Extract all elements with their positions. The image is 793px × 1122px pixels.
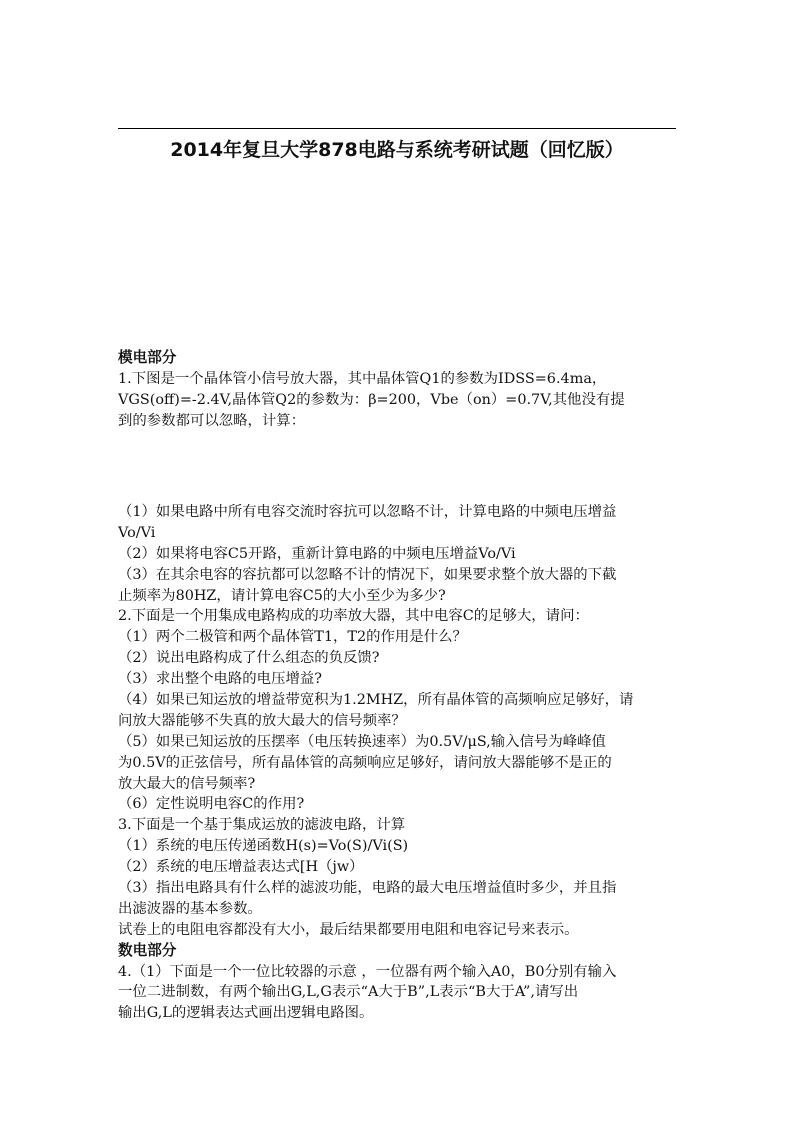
analog-intro xyxy=(118,348,676,432)
q4-line: 4.（1）下面是一个一位比较器的示意 ，一位器有两个输入A0，B0分别有输入 xyxy=(118,963,617,980)
q2-line: （3）求出整个电路的电压增益? xyxy=(118,671,322,688)
q3-line: 试卷上的电阻电容都没有大小，最后结果都要用电阻和电容记号来表示。 xyxy=(118,921,579,938)
q3-line: 出滤波器的基本参数。 xyxy=(118,900,262,917)
q2-line: （4）如果已知运放的增益带宽积为1.2MHZ，所有晶体管的高频响应足够好，请 xyxy=(118,692,634,709)
q2-line: （2）说出电路构成了什么组态的负反馈? xyxy=(118,650,380,667)
q1-sub-line: （3）在其余电容的容抗都可以忽略不计的情况下，如果要求整个放大器的下截 xyxy=(118,566,617,583)
q1-sub-line: 止频率为80HZ，请计算电容C5的大小至少为多少? xyxy=(118,587,446,604)
q2-line: （5）如果已知运放的压摆率（电压转换速率）为0.5V/μS,输入信号为峰峰值 xyxy=(118,733,606,750)
q1-line: 到的参数都可以忽略，计算： xyxy=(118,412,306,429)
q2-line: （1）两个二极管和两个晶体管T1，T2的作用是什么？ xyxy=(118,629,467,646)
q2-line: （6）定性说明电容C的作用? xyxy=(118,796,305,813)
q4-line: 一位二进制数，有两个输出G,L,G表示“A大于B”,L表示“B大于A”,请写出 xyxy=(118,984,579,1001)
q1-sub-line: （2）如果将电容C5开路，重新计算电路的中频电压增益Vo/Vi xyxy=(118,545,516,562)
q3-line: （2）系统的电压增益表达式[H（jw） xyxy=(118,859,364,876)
q1-line: VGS(off)=-2.4V,晶体管Q2的参数为：β=200，Vbe（on）=0.7V,其他没有提 xyxy=(118,391,625,408)
q1-sub-line: （1）如果电路中所有电容交流时容抗可以忽略不计，计算电路的中频电压增益 xyxy=(118,504,617,520)
digital-section-heading: 数电部分 xyxy=(118,941,177,959)
q3-line: （3）指出电路具有什么样的滤波功能，电路的最大电压增益值时多少，并且指 xyxy=(118,880,617,897)
q3-line: （1）系统的电压传递函数H(s)=Vo(S)/Vi(S) xyxy=(118,838,409,855)
q1-sub-line: Vo/Vi xyxy=(118,524,156,541)
question-body xyxy=(118,502,676,1024)
q2-line: 为0.5V的正弦信号，所有晶体管的高频响应足够好，请问放大器能够不是正的 xyxy=(118,754,612,771)
q1-line: 1.下图是一个晶体管小信号放大器，其中晶体管Q1的参数为IDSS=6.4ma， xyxy=(118,370,607,387)
q2-line: 问放大器能够不失真的放大最大的信号频率？ xyxy=(118,712,406,729)
q4-line: 输出G,L的逻辑表达式画出逻辑电路图。 xyxy=(118,1005,374,1022)
header-rule xyxy=(118,128,676,129)
q2-line: 放大最大的信号频率? xyxy=(118,775,256,792)
page-title: 2014年复旦大学878电路与系统考研试题（回忆版） xyxy=(170,139,624,161)
q2-line: 2.下面是一个用集成电路构成的功率放大器，其中电容C的足够大，请问： xyxy=(118,608,589,625)
analog-section-heading: 模电部分 xyxy=(118,349,177,366)
q3-line: 3.下面是一个基于集成运放的滤波电路，计算 xyxy=(118,817,406,834)
